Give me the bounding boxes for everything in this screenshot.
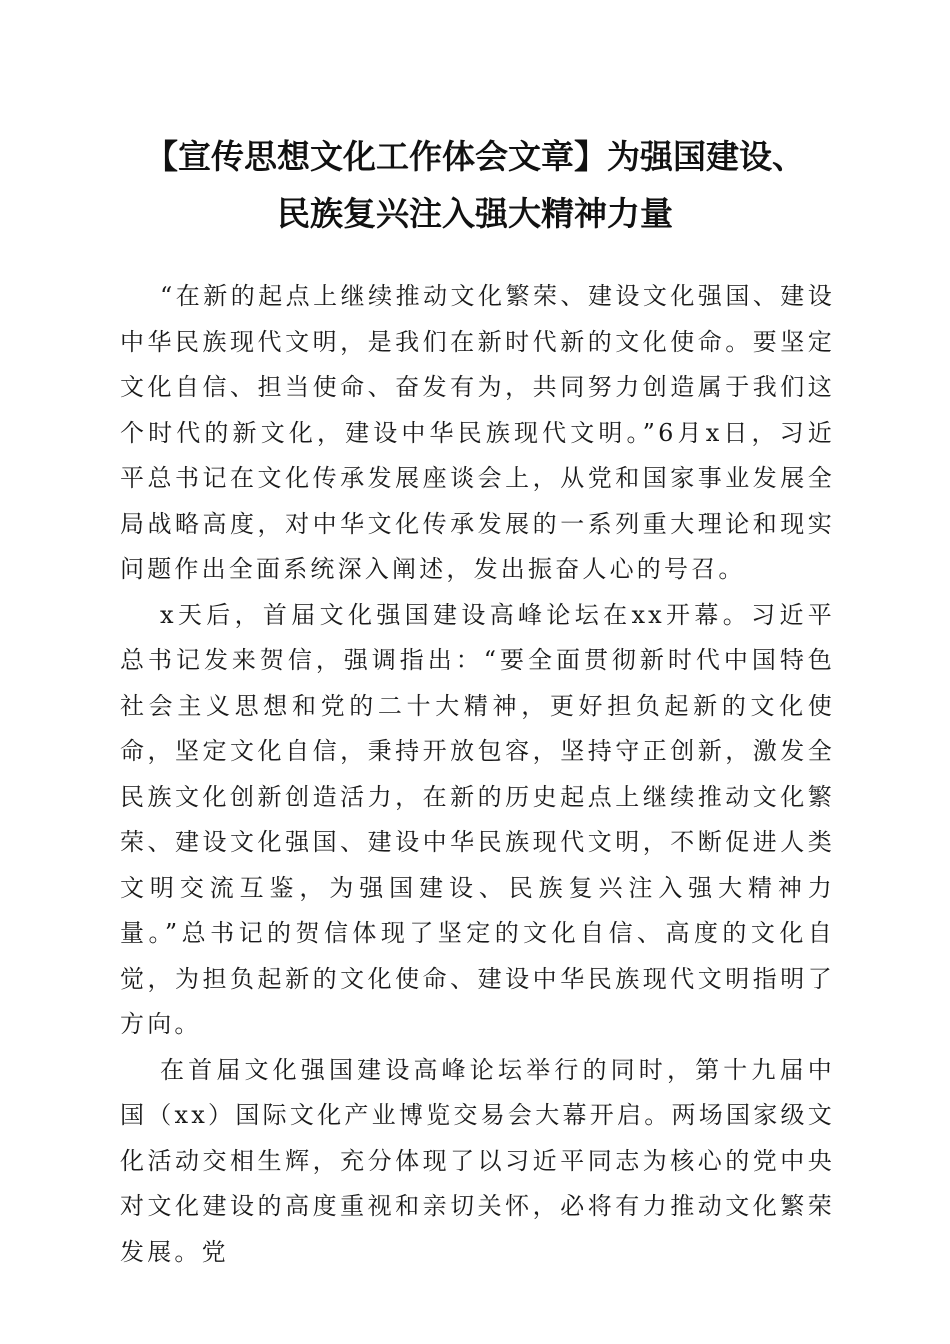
paragraph-1: “在新的起点上继续推动文化繁荣、建设文化强国、建设中华民族现代文明，是我们在新时代新的文化使命。要坚定文化自信、担当使命、奋发有为，共同努力创造属于我们这个时代的新文化，建设中华民族现代文明。”6月x日，习近平总书记在文化传承发展座谈会上，从党和国家事业发展全局战略高度，对中华文化传承发展的一系列重大理论和现实问题作出全面系统深入阐述，发出振奋人心的号召。 [120, 282, 835, 583]
paragraph-3: 在首届文化强国建设高峰论坛举行的同时，第十九届中国（xx）国际文化产业博览交易会大幕开启。两场国家级文化活动交相生辉，充分体现了以习近平同志为核心的党中央对文化建设的高度重视和亲切关怀，必将有力推动文化繁荣发展。党 [120, 1055, 835, 1266]
paragraph-2: x天后，首届文化强国建设高峰论坛在xx开幕。习近平总书记发来贺信，强调指出：“要全面贯彻新时代中国特色社会主义思想和党的二十大精神，更好担负起新的文化使命，坚定文化自信，秉持开放包容，坚持守正创新，激发全民族文化创新创造活力，在新的历史起点上继续推动文化繁荣、建设文化强国、建设中华民族现代文明，不断促进人类文明交流互鉴，为强国建设、民族复兴注入强大精神力量。”总书记的贺信体现了坚定的文化自信、高度的文化自觉，为担负起新的文化使命、建设中华民族现代文明指明了方向。 [120, 600, 835, 1038]
title-line-2: 民族复兴注入强大精神力量 [277, 194, 673, 233]
title-line-1: 【宣传思想文化工作体会文章】为强国建设、 [145, 137, 805, 176]
document-title [100, 128, 850, 242]
document-body [120, 274, 835, 1275]
